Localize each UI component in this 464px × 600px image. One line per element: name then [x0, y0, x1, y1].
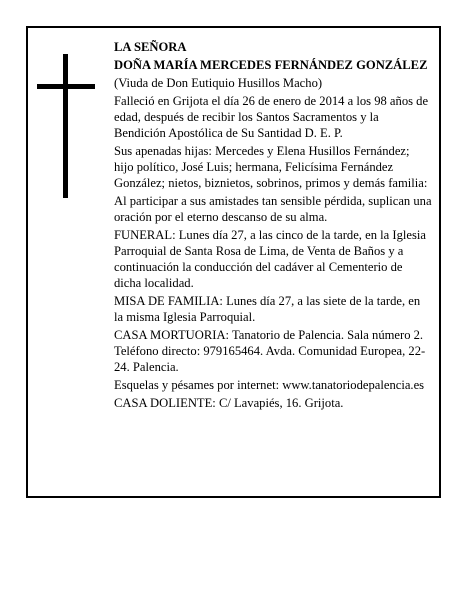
- widow-line: (Viuda de Don Eutiquio Husillos Macho): [114, 76, 323, 90]
- family-mass-paragraph: MISA DE FAMILIA: Lunes día 27, a las siete de la tarde, en la misma Iglesia Parroquial.: [114, 294, 421, 324]
- notice-title: LA SEÑORA: [114, 40, 187, 54]
- request-paragraph: Al participar a sus amistades tan sensible pérdida, suplican una oración por el eterno descanso de su alma.: [114, 194, 432, 224]
- family-paragraph: Sus apenadas hijas: Mercedes y Elena Husillos Fernández; hijo político, José Luis; hermana, Felicísima Fernández González; nietos, biznietos, sobrinos, primos y demás familia:: [114, 144, 428, 190]
- mourning-house-paragraph: CASA DOLIENTE: C/ Lavapiés, 16. Grijota.: [114, 396, 344, 410]
- cross-icon-bar: [37, 84, 95, 89]
- obituary-text: [114, 39, 432, 413]
- funeral-home-paragraph: CASA MORTUORIA: Tanatorio de Palencia. Sala número 2. Teléfono directo: 979165464. Avda. Comunidad Europea, 22-24. Palencia.: [114, 328, 426, 374]
- cross-icon: [63, 54, 68, 198]
- condolences-paragraph: Esquelas y pésames por internet: www.tanatoriodepalencia.es: [114, 378, 425, 392]
- deceased-name: DOÑA MARÍA MERCEDES FERNÁNDEZ GONZÁLEZ: [114, 58, 428, 72]
- death-paragraph: Falleció en Grijota el día 26 de enero de 2014 a los 98 años de edad, después de recibir los Santos Sacramentos y la Bendición Apostólica de Su Santidad D. E. P.: [114, 94, 429, 140]
- funeral-paragraph: FUNERAL: Lunes día 27, a las cinco de la tarde, en la Iglesia Parroquial de Santa Rosa de Lima, de Venta de Baños y a continuación la conducción del cadáver al Cementerio de dicha localidad.: [114, 228, 426, 290]
